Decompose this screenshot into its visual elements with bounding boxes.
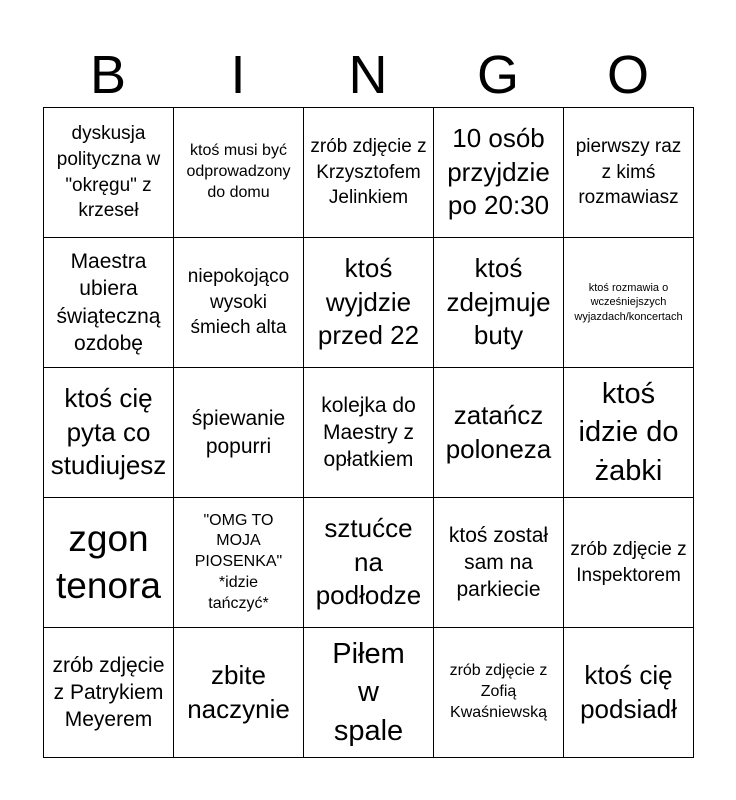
bingo-cell-text: "OMG TO MOJA PIOSENKA" *idzie tańczyć*	[194, 511, 283, 612]
bingo-cell[interactable]	[44, 498, 174, 628]
header-letter-b: B	[89, 45, 127, 105]
bingo-cell[interactable]	[44, 108, 174, 238]
bingo-cell[interactable]	[304, 108, 434, 238]
bingo-cell[interactable]	[434, 238, 564, 368]
header-letter-i: I	[230, 45, 246, 105]
bingo-cell-text: zrób zdjęcie z Inspektorem	[570, 538, 687, 586]
bingo-cell[interactable]	[174, 238, 304, 368]
bingo-cell[interactable]	[174, 498, 304, 628]
bingo-cell[interactable]	[44, 368, 174, 498]
bingo-cell-text: zrób zdjęcie z Zofią Kwaśniewską	[449, 662, 548, 721]
bingo-cell-text: ktoś wyjdzie przed 22	[317, 252, 420, 351]
bingo-grid	[43, 107, 694, 758]
bingo-cell[interactable]	[564, 108, 694, 238]
bingo-header	[43, 44, 693, 106]
bingo-cell-text: 10 osób przyjdzie po 20:30	[447, 122, 550, 221]
bingo-cell[interactable]	[564, 498, 694, 628]
bingo-cell-text: ktoś cię podsiadł	[580, 659, 677, 724]
bingo-cell[interactable]	[174, 628, 304, 758]
bingo-cell-text: ktoś cię pyta co studiujesz	[50, 382, 167, 481]
header-letter-n: N	[348, 45, 388, 105]
bingo-cell-text: ktoś musi być odprowadzony do domu	[186, 142, 291, 201]
bingo-cell-text: ktoś został sam na parkiecie	[448, 523, 549, 602]
bingo-cell[interactable]	[304, 368, 434, 498]
bingo-cell[interactable]	[564, 368, 694, 498]
bingo-cell-text: ktoś idzie do żabki	[578, 378, 679, 487]
bingo-cell[interactable]	[434, 368, 564, 498]
bingo-cell-text: zgon tenora	[56, 518, 161, 606]
bingo-cell-text: ktoś rozmawia o wcześniejszych wyjazdach/koncertach	[574, 282, 683, 323]
bingo-cell[interactable]	[304, 498, 434, 628]
bingo-cell-text: dyskusja polityczna w "okręgu" z krzeseł	[56, 123, 161, 222]
bingo-cell-text: śpiewanie popurri	[191, 407, 286, 458]
bingo-cell[interactable]	[434, 108, 564, 238]
bingo-cell[interactable]	[174, 108, 304, 238]
bingo-cell[interactable]	[174, 368, 304, 498]
bingo-cell[interactable]	[304, 628, 434, 758]
bingo-cell[interactable]	[434, 628, 564, 758]
bingo-cell[interactable]	[44, 238, 174, 368]
bingo-cell[interactable]	[564, 238, 694, 368]
bingo-cell-text: kolejka do Maestry z opłatkiem	[321, 393, 416, 472]
bingo-cell-text: zatańcz poloneza	[445, 399, 552, 464]
bingo-cell-text: zrób zdjęcie z Krzysztofem Jelinkiem	[310, 136, 427, 209]
header-letter-g: G	[476, 45, 519, 105]
bingo-cell-text: Maestra ubiera świąteczną ozdobę	[56, 249, 161, 355]
bingo-cell[interactable]	[434, 498, 564, 628]
bingo-cell[interactable]	[304, 238, 434, 368]
bingo-cell-text: zbite naczynie	[187, 659, 290, 724]
bingo-cell-text: Piłem w spale	[332, 638, 405, 747]
bingo-cell[interactable]	[44, 628, 174, 758]
bingo-cell-text: niepokojąco wysoki śmiech alta	[187, 266, 290, 339]
bingo-cell-text: zrób zdjęcie z Patrykiem Meyerem	[52, 653, 165, 732]
bingo-cell-text: ktoś zdejmuje buty	[446, 252, 551, 351]
bingo-cell[interactable]	[564, 628, 694, 758]
bingo-cell-text: pierwszy raz z kimś rozmawiasz	[575, 136, 682, 209]
header-letter-o: O	[606, 45, 649, 105]
bingo-cell-text: sztućce na podłodze	[315, 512, 422, 611]
